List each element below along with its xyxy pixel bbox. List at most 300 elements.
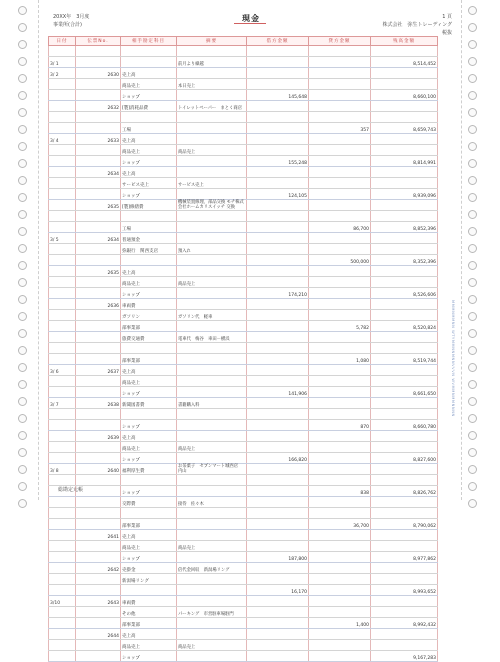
row-balance: 8,852,396 <box>371 222 438 233</box>
row-description: 書籍購入料 <box>177 398 247 409</box>
row-description <box>177 387 247 398</box>
row-voucher-no: 2644 <box>76 629 121 640</box>
feed-hole <box>468 363 477 372</box>
row-date <box>49 508 76 519</box>
row-balance <box>371 178 438 189</box>
row-credit <box>309 442 371 453</box>
title-underline <box>234 23 266 24</box>
row-voucher-no <box>76 332 121 343</box>
ledger-row <box>49 376 438 387</box>
ledger-row <box>49 134 438 145</box>
row-credit <box>309 68 371 79</box>
feed-hole <box>468 397 477 406</box>
row-debit <box>247 244 309 255</box>
ledger-row <box>49 211 438 222</box>
row-date: 3/10 <box>49 596 76 607</box>
row-credit: 1,080 <box>309 354 371 365</box>
row-credit: 86,700 <box>309 222 371 233</box>
feed-hole <box>468 414 477 423</box>
feed-hole <box>18 465 27 474</box>
row-date <box>49 420 76 431</box>
row-description <box>177 420 247 431</box>
feed-hole <box>468 329 477 338</box>
feed-hole <box>468 108 477 117</box>
ledger-title: 現金 <box>242 14 260 23</box>
row-voucher-no <box>76 508 121 519</box>
row-balance <box>371 541 438 552</box>
row-date <box>49 310 76 321</box>
row-counter-account: 商品売上 <box>121 442 177 453</box>
row-voucher-no <box>76 189 121 200</box>
row-credit <box>309 299 371 310</box>
row-description: サービス売上 <box>177 178 247 189</box>
row-credit <box>309 101 371 112</box>
row-balance <box>371 310 438 321</box>
row-counter-account <box>121 585 177 596</box>
row-description <box>177 299 247 310</box>
row-voucher-no: 2635 <box>76 200 121 211</box>
row-voucher-no <box>76 376 121 387</box>
feed-hole <box>468 261 477 270</box>
row-voucher-no: 2634 <box>76 167 121 178</box>
row-description <box>177 123 247 134</box>
row-date: 3/ 2 <box>49 68 76 79</box>
ledger-row <box>49 178 438 189</box>
feed-hole <box>18 329 27 338</box>
row-credit <box>309 464 371 475</box>
row-debit <box>247 409 309 420</box>
row-counter-account: 部事業部 <box>121 618 177 629</box>
feed-hole <box>468 465 477 474</box>
row-debit: 187,800 <box>247 552 309 563</box>
feed-hole <box>18 448 27 457</box>
row-counter-account: 普通預金 <box>121 233 177 244</box>
row-debit <box>247 321 309 332</box>
footer-label: 総勘定元帳 <box>58 487 84 493</box>
feed-hole <box>468 159 477 168</box>
row-date <box>49 585 76 596</box>
row-balance: 8,992,432 <box>371 618 438 629</box>
perforation-right <box>461 0 462 500</box>
row-credit <box>309 541 371 552</box>
row-debit <box>247 101 309 112</box>
col-balance: 残高金額 <box>371 37 438 46</box>
row-voucher-no <box>76 409 121 420</box>
feed-hole <box>18 91 27 100</box>
row-credit <box>309 46 371 57</box>
row-date <box>49 519 76 530</box>
feed-hole <box>18 23 27 32</box>
row-balance <box>371 607 438 618</box>
row-voucher-no <box>76 640 121 651</box>
row-balance <box>371 233 438 244</box>
row-credit <box>309 651 371 662</box>
row-debit <box>247 79 309 90</box>
feed-hole <box>18 193 27 202</box>
row-voucher-no <box>76 541 121 552</box>
row-description: 商品売上 <box>177 541 247 552</box>
row-balance <box>371 464 438 475</box>
feed-hole <box>18 499 27 508</box>
row-voucher-no <box>76 453 121 464</box>
row-voucher-no <box>76 343 121 354</box>
row-description <box>177 211 247 222</box>
ledger-row <box>49 299 438 310</box>
row-counter-account: ショップ <box>121 387 177 398</box>
row-voucher-no <box>76 387 121 398</box>
row-credit <box>309 563 371 574</box>
ledger-table <box>48 36 438 662</box>
row-credit: 5,782 <box>309 321 371 332</box>
row-date <box>49 255 76 266</box>
row-description <box>177 585 247 596</box>
row-credit <box>309 453 371 464</box>
row-balance <box>371 134 438 145</box>
row-description: 預入れ <box>177 244 247 255</box>
row-voucher-no: 2635 <box>76 266 121 277</box>
row-credit <box>309 211 371 222</box>
row-debit <box>247 629 309 640</box>
row-date <box>49 288 76 299</box>
row-voucher-no <box>76 123 121 134</box>
header-left <box>53 13 89 29</box>
row-counter-account <box>121 508 177 519</box>
row-credit <box>309 57 371 68</box>
row-balance: 8,939,096 <box>371 189 438 200</box>
row-description <box>177 486 247 497</box>
header-period: 20XX年 3月度 <box>53 14 90 20</box>
row-voucher-no: 2642 <box>76 563 121 574</box>
row-description <box>177 574 247 585</box>
row-credit <box>309 167 371 178</box>
row-description: お茶菓子 セブンマート城西店 内山 <box>177 464 247 475</box>
row-balance <box>371 497 438 508</box>
row-voucher-no <box>76 497 121 508</box>
row-credit <box>309 497 371 508</box>
ledger-row <box>49 365 438 376</box>
row-counter-account: ショップ <box>121 453 177 464</box>
row-counter-account <box>121 475 177 486</box>
row-balance <box>371 629 438 640</box>
row-balance: 8,660,780 <box>371 420 438 431</box>
row-voucher-no: 2632 <box>76 101 121 112</box>
row-balance <box>371 244 438 255</box>
row-counter-account: ショップ <box>121 486 177 497</box>
row-counter-account: 売上高 <box>121 167 177 178</box>
row-description <box>177 68 247 79</box>
row-description: 商品売上 <box>177 145 247 156</box>
row-description: 商品売上 <box>177 277 247 288</box>
row-counter-account <box>121 409 177 420</box>
row-date <box>49 409 76 420</box>
row-balance <box>371 46 438 57</box>
row-counter-account: 弥銀行 関西支店 <box>121 244 177 255</box>
row-date <box>49 332 76 343</box>
row-counter-account <box>121 112 177 123</box>
row-voucher-no: 2630 <box>76 68 121 79</box>
row-debit: 155,248 <box>247 156 309 167</box>
row-voucher-no: 2638 <box>76 398 121 409</box>
row-debit: 145,648 <box>247 90 309 101</box>
ledger-row <box>49 464 438 475</box>
row-balance <box>371 530 438 541</box>
ledger-row <box>49 607 438 618</box>
row-voucher-no: 2633 <box>76 134 121 145</box>
row-balance <box>371 409 438 420</box>
row-voucher-no: 2643 <box>76 596 121 607</box>
row-balance: 8,660,100 <box>371 90 438 101</box>
row-counter-account: ショップ <box>121 552 177 563</box>
row-credit <box>309 475 371 486</box>
row-debit <box>247 365 309 376</box>
row-counter-account: 売上高 <box>121 530 177 541</box>
row-description <box>177 189 247 200</box>
row-credit <box>309 552 371 563</box>
row-counter-account: 売上高 <box>121 431 177 442</box>
row-balance <box>371 277 438 288</box>
row-debit <box>247 376 309 387</box>
ledger-row <box>49 398 438 409</box>
feed-hole <box>468 23 477 32</box>
row-balance <box>371 365 438 376</box>
row-credit <box>309 640 371 651</box>
ledger-row <box>49 420 438 431</box>
row-date <box>49 321 76 332</box>
ledger-row <box>49 255 438 266</box>
ledger-row <box>49 321 438 332</box>
feed-hole <box>18 346 27 355</box>
feed-hole <box>468 176 477 185</box>
row-voucher-no <box>76 574 121 585</box>
row-balance: 8,514,452 <box>371 57 438 68</box>
row-credit <box>309 90 371 101</box>
row-date <box>49 200 76 211</box>
row-balance <box>371 475 438 486</box>
feed-hole <box>18 261 27 270</box>
row-date <box>49 618 76 629</box>
ledger-row <box>49 552 438 563</box>
row-voucher-no <box>76 178 121 189</box>
feed-hole <box>468 380 477 389</box>
row-description <box>177 255 247 266</box>
row-balance <box>371 640 438 651</box>
row-description <box>177 376 247 387</box>
row-description <box>177 134 247 145</box>
row-counter-account: 売上高 <box>121 365 177 376</box>
ledger-row <box>49 112 438 123</box>
ledger-row <box>49 244 438 255</box>
row-counter-account: 商品売上 <box>121 145 177 156</box>
row-credit <box>309 596 371 607</box>
row-description: 倍代金回収 新潟場リング <box>177 563 247 574</box>
row-debit <box>247 541 309 552</box>
row-counter-account: ショップ <box>121 288 177 299</box>
row-voucher-no <box>76 420 121 431</box>
row-counter-account: 交際費 <box>121 497 177 508</box>
row-debit <box>247 167 309 178</box>
feed-hole <box>468 312 477 321</box>
row-description <box>177 222 247 233</box>
feed-hole <box>18 397 27 406</box>
col-credit: 貸方金額 <box>309 37 371 46</box>
perforation-left <box>38 0 39 500</box>
row-date <box>49 211 76 222</box>
header-right <box>382 13 452 37</box>
row-balance <box>371 68 438 79</box>
feed-hole <box>18 278 27 287</box>
row-date <box>49 629 76 640</box>
feed-hole <box>468 482 477 491</box>
column-header-row <box>49 37 438 46</box>
row-date <box>49 244 76 255</box>
ledger-row <box>49 596 438 607</box>
row-credit <box>309 332 371 343</box>
row-balance: 8,993,652 <box>371 585 438 596</box>
feed-hole <box>468 74 477 83</box>
row-credit <box>309 607 371 618</box>
ledger-row <box>49 497 438 508</box>
row-counter-account: 部事業部 <box>121 519 177 530</box>
row-description <box>177 266 247 277</box>
feed-hole <box>468 244 477 253</box>
row-balance: 8,352,396 <box>371 255 438 266</box>
feed-hole <box>468 6 477 15</box>
row-balance <box>371 376 438 387</box>
row-date <box>49 497 76 508</box>
feed-hole <box>468 40 477 49</box>
row-description <box>177 618 247 629</box>
row-balance <box>371 299 438 310</box>
row-counter-account: その他 <box>121 607 177 618</box>
row-description <box>177 233 247 244</box>
row-debit <box>247 486 309 497</box>
ledger-row <box>49 486 438 497</box>
row-voucher-no <box>76 211 121 222</box>
row-counter-account: サービス売上 <box>121 178 177 189</box>
row-credit <box>309 409 371 420</box>
row-counter-account: 売上高 <box>121 68 177 79</box>
row-balance <box>371 211 438 222</box>
row-counter-account <box>121 57 177 68</box>
row-date <box>49 541 76 552</box>
row-balance: 8,661,650 <box>371 387 438 398</box>
tractor-holes-right <box>464 0 486 500</box>
row-credit <box>309 398 371 409</box>
row-date <box>49 46 76 57</box>
ledger-row <box>49 145 438 156</box>
feed-hole <box>468 91 477 100</box>
row-balance: 8,519,744 <box>371 354 438 365</box>
row-date <box>49 354 76 365</box>
row-balance <box>371 167 438 178</box>
row-balance: 9,167,283 <box>371 651 438 662</box>
row-voucher-no <box>76 442 121 453</box>
row-debit <box>247 508 309 519</box>
ledger-row <box>49 332 438 343</box>
row-balance: 8,977,862 <box>371 552 438 563</box>
row-counter-account: 商品売上 <box>121 640 177 651</box>
col-date: 日付 <box>49 37 76 46</box>
row-balance <box>371 442 438 453</box>
ledger-row <box>49 475 438 486</box>
row-description <box>177 453 247 464</box>
row-debit <box>247 332 309 343</box>
row-credit <box>309 277 371 288</box>
row-credit <box>309 233 371 244</box>
row-debit <box>247 651 309 662</box>
row-voucher-no: 2637 <box>76 365 121 376</box>
row-debit <box>247 596 309 607</box>
row-debit <box>247 266 309 277</box>
row-voucher-no <box>76 519 121 530</box>
row-credit <box>309 79 371 90</box>
row-debit <box>247 255 309 266</box>
feed-hole <box>468 278 477 287</box>
row-counter-account <box>121 46 177 57</box>
ledger-row <box>49 79 438 90</box>
row-debit <box>247 640 309 651</box>
row-debit <box>247 46 309 57</box>
row-counter-account: 売上高 <box>121 134 177 145</box>
row-date <box>49 156 76 167</box>
row-voucher-no: 2636 <box>76 299 121 310</box>
row-voucher-no <box>76 156 121 167</box>
row-description <box>177 167 247 178</box>
row-balance: 8,659,743 <box>371 123 438 134</box>
row-debit <box>247 563 309 574</box>
row-date <box>49 640 76 651</box>
ledger-row <box>49 541 438 552</box>
ledger-row <box>49 343 438 354</box>
row-balance <box>371 79 438 90</box>
row-date <box>49 530 76 541</box>
row-description: 商品売上 <box>177 442 247 453</box>
row-debit <box>247 475 309 486</box>
row-debit <box>247 68 309 79</box>
row-date <box>49 167 76 178</box>
row-counter-account <box>121 255 177 266</box>
row-debit <box>247 530 309 541</box>
row-balance <box>371 200 438 211</box>
feed-hole <box>468 295 477 304</box>
row-date: 3/ 1 <box>49 57 76 68</box>
row-voucher-no <box>76 46 121 57</box>
row-credit <box>309 200 371 211</box>
col-voucher-no: 伝票No. <box>76 37 121 46</box>
row-credit: 36,700 <box>309 519 371 530</box>
row-debit <box>247 200 309 211</box>
ledger-row <box>49 629 438 640</box>
row-debit <box>247 607 309 618</box>
feed-hole <box>18 159 27 168</box>
row-credit <box>309 189 371 200</box>
row-voucher-no <box>76 618 121 629</box>
row-credit <box>309 112 371 123</box>
row-voucher-no <box>76 321 121 332</box>
row-balance <box>371 332 438 343</box>
row-credit <box>309 574 371 585</box>
row-date <box>49 79 76 90</box>
row-debit: 166,820 <box>247 453 309 464</box>
header-company: 株式会社 弥生トレーディング <box>382 22 452 28</box>
row-description <box>177 431 247 442</box>
row-balance <box>371 101 438 112</box>
row-description: 商品売上 <box>177 640 247 651</box>
row-description <box>177 288 247 299</box>
row-date <box>49 277 76 288</box>
row-balance: 8,790,062 <box>371 519 438 530</box>
row-counter-account: 商品売上 <box>121 79 177 90</box>
